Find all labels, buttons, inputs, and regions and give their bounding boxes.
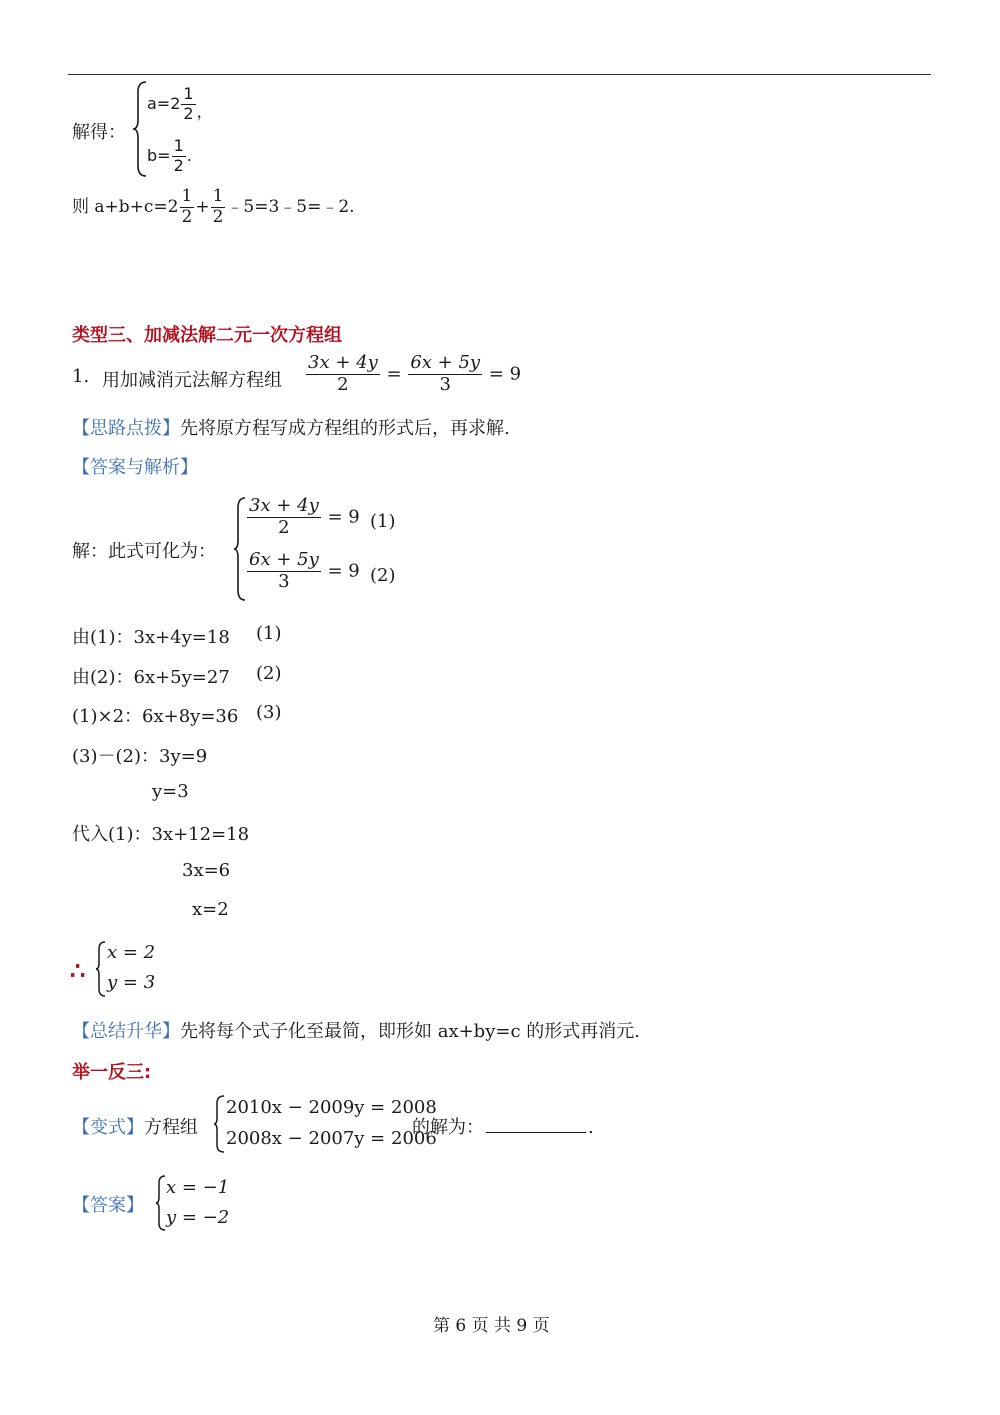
brace-system (233, 496, 247, 602)
b-frac-den: 2 (173, 155, 184, 175)
hint-text: 先将原方程写成方程组的形式后，再求解. (180, 418, 510, 439)
sum-frac-1-num: 1 (181, 186, 193, 206)
answer-blank[interactable] (486, 1114, 586, 1133)
answer-y: y = −2 (166, 1207, 230, 1228)
b-frac-num: 1 (173, 136, 184, 155)
sys2-rhs: = 9 (327, 560, 360, 582)
variant-end: . (588, 1117, 594, 1138)
solve-label: 解得： (72, 122, 126, 143)
a-comma: ， (196, 101, 213, 121)
variant-eq-2-text: 2008x − 2007y = 2006 (226, 1128, 437, 1149)
q-frac-2-num: 6x + 5y (410, 352, 481, 373)
sys2-frac (247, 551, 321, 592)
variant-eq-1 (226, 1097, 437, 1118)
system-eq-1 (246, 497, 360, 538)
variant-eq-2 (226, 1128, 437, 1149)
step-line: 由(1)：3x+4y=18 (72, 627, 230, 648)
summary-line (72, 1017, 640, 1043)
step-line: (1)×2：6x+8y=36 (72, 706, 239, 727)
sum-frac-2-num: 1 (212, 186, 224, 206)
answer-analysis-tag: 【答案与解析】 (72, 457, 198, 478)
brace-ab (132, 80, 148, 178)
question-text: 用加减消元法解方程组 (102, 370, 282, 391)
question-equation (305, 354, 521, 395)
sys2-num: 6x + 5y (249, 549, 319, 570)
b-frac (172, 138, 186, 175)
a-frac-den: 2 (183, 103, 194, 123)
b-period: . (186, 145, 192, 165)
sum-frac-1 (180, 188, 195, 227)
sys2-tag: (2) (370, 565, 396, 586)
q-eq-1: = (386, 363, 402, 385)
sum-frac-1-den: 2 (181, 206, 193, 227)
b-eq: b= (147, 145, 171, 165)
q-frac-2 (408, 354, 482, 395)
a-frac (181, 86, 195, 123)
step-tag: (2) (256, 663, 282, 684)
sum-prefix: 则 a+b+c=2 (72, 196, 179, 217)
q-eq-2: = 9 (488, 363, 522, 385)
variant-suffix: 的解为： (412, 1117, 484, 1138)
hint-tag: 【思路点拨】 (72, 418, 180, 439)
answer-tag: 【答案】 (72, 1195, 144, 1216)
summary-text: 先将每个式子化至最简，即形如 ax+by=c 的形式再消元. (180, 1021, 640, 1042)
variant-suffix-line (412, 1113, 594, 1139)
variant-text: 方程组 (144, 1117, 198, 1138)
q-frac-2-den: 3 (439, 373, 451, 395)
b-value-line (147, 138, 192, 175)
sum-frac-2 (211, 188, 226, 227)
summary-tag: 【总结升华】 (72, 1021, 180, 1042)
sys2-den: 3 (278, 570, 290, 592)
q-frac-1-den: 2 (337, 373, 349, 395)
question-number: 1. (72, 366, 90, 387)
section-heading: 类型三、加减法解二元一次方程组 (72, 325, 342, 346)
sys1-rhs: = 9 (327, 506, 360, 528)
a-eq: a=2 (147, 93, 181, 113)
step-line: 由(2)：6x+5y=27 (72, 667, 230, 688)
sys1-frac (247, 497, 321, 538)
sum-suffix: ﹣5=3﹣5=﹣2. (226, 196, 355, 217)
variant-tag: 【变式】 (72, 1117, 144, 1138)
sys1-den: 2 (278, 516, 290, 538)
sum-plus: + (195, 196, 210, 217)
q-frac-1 (306, 354, 380, 395)
page-number: 第 6 页 共 9 页 (433, 1316, 550, 1336)
hint-line (72, 414, 510, 440)
step-line: y=3 (152, 781, 189, 802)
step-line: 3x=6 (182, 860, 231, 881)
a-frac-num: 1 (183, 84, 194, 103)
result-y: y = 3 (107, 972, 156, 993)
step-tag: (3) (256, 702, 282, 723)
sys1-tag: (1) (370, 511, 396, 532)
variant-line (72, 1113, 198, 1139)
solution-label: 解：此式可化为： (72, 541, 216, 562)
therefore-symbol: ∴ (70, 956, 86, 985)
brace-result (95, 940, 107, 998)
sum-frac-2-den: 2 (212, 206, 224, 227)
result-x: x = 2 (107, 942, 156, 963)
step-line: (3)－(2)：3y=9 (72, 746, 208, 767)
answer-x: x = −1 (166, 1177, 230, 1198)
header-rule (68, 74, 931, 75)
sys1-num: 3x + 4y (249, 495, 319, 516)
step-tag: (1) (256, 623, 282, 644)
a-value-line (147, 86, 213, 123)
system-eq-2 (246, 551, 360, 592)
q-frac-1-num: 3x + 4y (308, 352, 378, 373)
step-line: 代入(1)：3x+12=18 (72, 824, 250, 845)
practice-heading: 举一反三: (72, 1062, 152, 1083)
step-line: x=2 (192, 899, 229, 920)
variant-eq-1-text: 2010x − 2009y = 2008 (226, 1097, 437, 1118)
sum-line (72, 188, 355, 227)
brace-variant (213, 1094, 226, 1154)
